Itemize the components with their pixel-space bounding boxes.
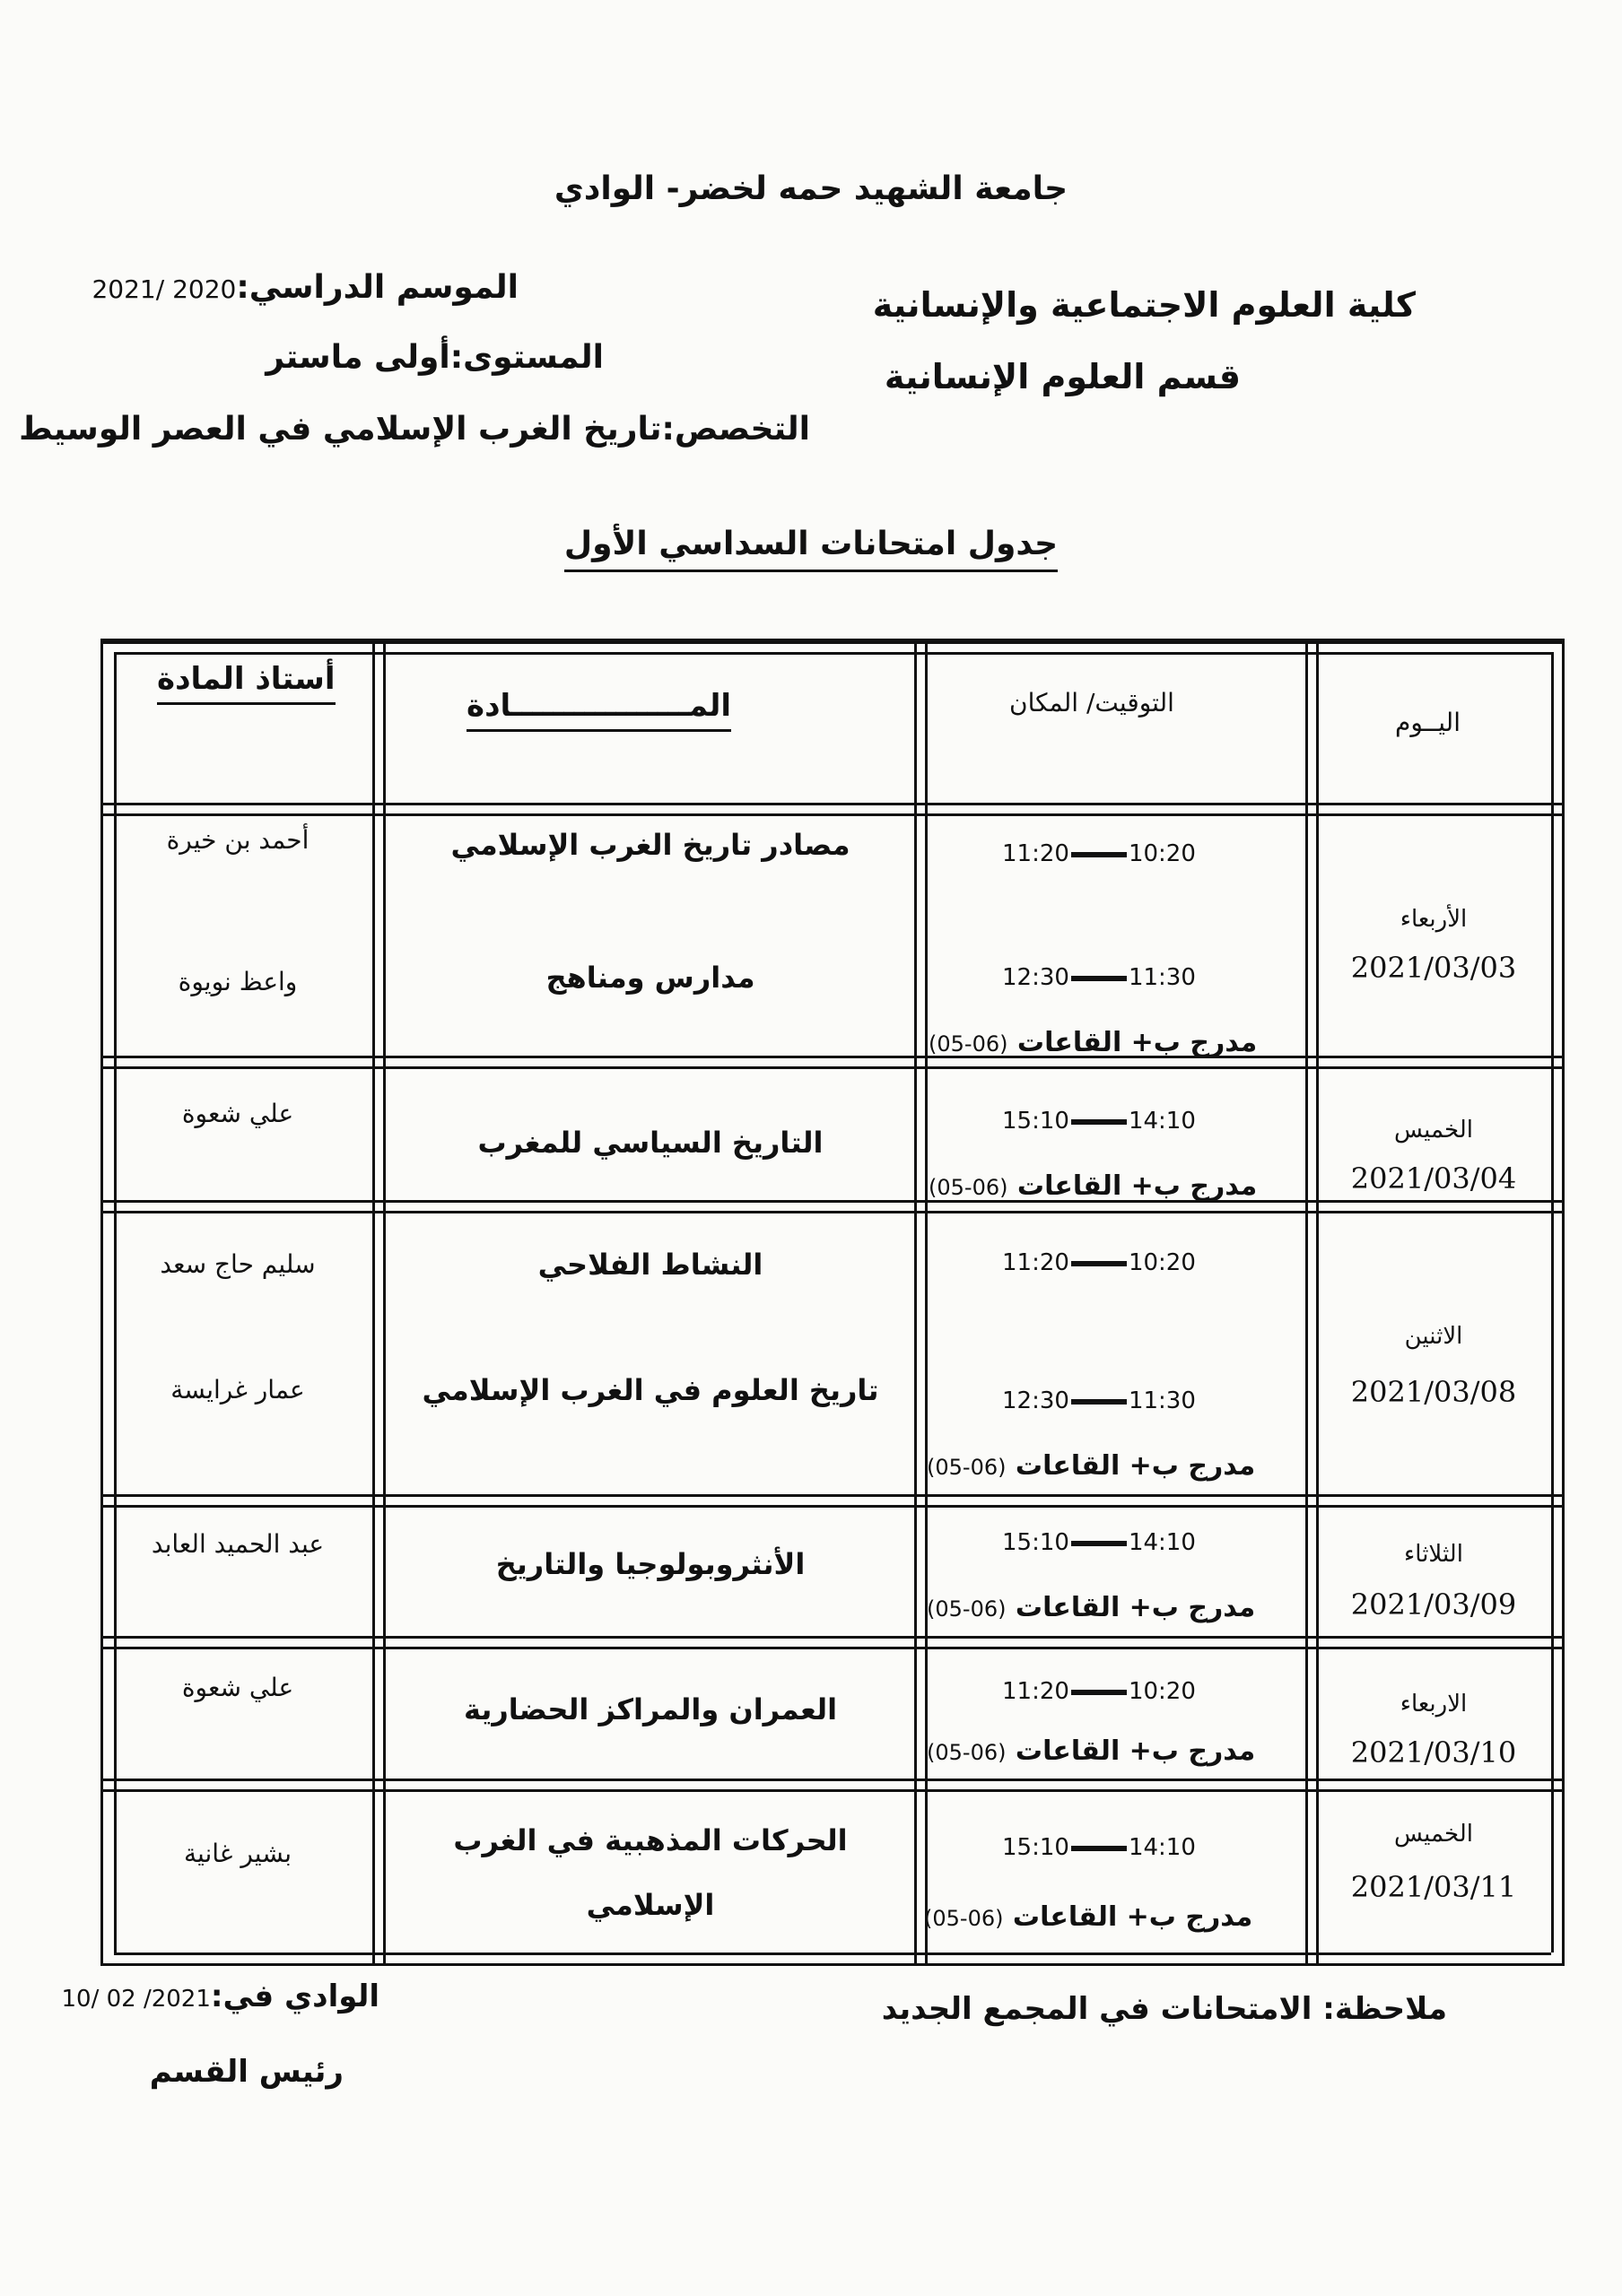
row4-professor: عبد الحميد العابد (151, 1529, 325, 1559)
row4-venue: مدرج ب+ القاعات (05-06) (927, 1592, 1256, 1623)
row5-date: 2021/03/10 (1350, 1735, 1517, 1770)
row1-subject1: مصادر تاريخ الغرب الإسلامي (450, 828, 850, 862)
row3-date: 2021/03/08 (1350, 1375, 1517, 1409)
row2-venue: مدرج ب+ القاعات (05-06) (929, 1170, 1258, 1202)
row2-subject: التاريخ السياسي للمغرب (477, 1126, 824, 1160)
row6-date: 2021/03/11 (1350, 1870, 1517, 1904)
academic-season (92, 269, 519, 306)
row3-subject2: تاريخ العلوم في الغرب الإسلامي (422, 1373, 879, 1407)
university-name-text: جامعة الشهيد حمه لخضر- الوادي (554, 170, 1068, 207)
row1-venue: مدرج ب+ القاعات (05-06) (929, 1027, 1258, 1058)
department-head-signature: رئيس القسم (149, 2054, 344, 2090)
row3-time1: 11:20 10:20 (1002, 1249, 1196, 1276)
row6-time: 15:10 14:10 (1002, 1834, 1196, 1861)
row3-subject1: النشاط الفلاحي (537, 1248, 763, 1282)
season-label: الموسم الدراسي: (236, 269, 519, 306)
study-level (266, 339, 604, 376)
row4-subject: الأنثروبولوجيا والتاريخ (495, 1547, 806, 1581)
exam-location-note: ملاحظة: الامتحانات في المجمع الجديد (881, 1991, 1447, 2027)
row6-day: الخميس (1394, 1821, 1473, 1848)
row4-date: 2021/03/09 (1350, 1587, 1517, 1622)
row2-date: 2021/03/04 (1350, 1161, 1517, 1196)
specialty-value: تاريخ الغرب الإسلامي في العصر الوسيط (19, 411, 662, 448)
place-and-date (62, 1979, 380, 2014)
header-time-place: التوقيت/ المكان (1009, 688, 1174, 718)
row5-subject: العمران والمراكز الحضارية (463, 1692, 838, 1726)
row1-time2: 12:30 11:30 (1002, 964, 1196, 991)
row2-professor: علي شعوة (181, 1099, 294, 1128)
header-day: اليــوم (1395, 708, 1461, 737)
row1-date: 2021/03/03 (1350, 951, 1517, 985)
specialty (19, 411, 810, 448)
row3-time2: 12:30 11:30 (1002, 1387, 1196, 1414)
row6-venue: مدرج ب+ القاعات (05-06) (924, 1901, 1253, 1933)
faculty-name: كلية العلوم الاجتماعية والإنسانية (872, 285, 1416, 325)
row3-day: الاثنين (1404, 1323, 1463, 1350)
level-value: أولى ماستر (266, 339, 450, 376)
header-subject: المـــــــــــــــــادة (467, 688, 731, 732)
header-professor: أستاذ المادة (157, 661, 336, 705)
row3-venue: مدرج ب+ القاعات (05-06) (927, 1450, 1256, 1482)
row6-subject-line1: الحركات المذهبية في الغرب (453, 1823, 848, 1857)
row3-professor1: سليم حاج سعد (160, 1249, 316, 1279)
row5-professor: علي شعوة (181, 1673, 294, 1702)
issue-date: 10/ 02 /2021 (61, 1986, 211, 2013)
level-label: المستوى: (449, 339, 604, 376)
exam-schedule-table (100, 639, 1565, 1966)
row5-venue: مدرج ب+ القاعات (05-06) (927, 1735, 1256, 1767)
specialty-label: التخصص: (661, 411, 810, 448)
row1-day: الأربعاء (1400, 906, 1468, 933)
row4-day: الثلاثاء (1404, 1541, 1463, 1568)
row1-professor2: واعظ نويوة (178, 967, 298, 996)
row3-professor2: عمار غرايسة (170, 1375, 305, 1405)
department-name: قسم العلوم الإنسانية (884, 357, 1241, 396)
row1-subject2: مدارس ومناهج (545, 961, 755, 995)
university-name (0, 170, 1622, 207)
schedule-title-text: جدول امتحانات السداسي الأول (564, 526, 1058, 572)
row2-time: 15:10 14:10 (1002, 1108, 1196, 1135)
season-value: 2020 /2021 (92, 274, 237, 304)
row6-subject-line2: الإسلامي (586, 1888, 715, 1922)
row6-professor: بشير غانية (184, 1839, 292, 1868)
schedule-title (0, 526, 1622, 562)
place-label: الوادي في: (210, 1979, 379, 2014)
row4-time: 15:10 14:10 (1002, 1529, 1196, 1556)
row2-day: الخميس (1394, 1117, 1473, 1144)
row1-professor1: أحمد بن خيرة (166, 825, 310, 855)
row1-time1: 11:20 10:20 (1002, 840, 1196, 867)
row5-day: الاربعاء (1400, 1691, 1468, 1718)
row5-time: 11:20 10:20 (1002, 1678, 1196, 1705)
